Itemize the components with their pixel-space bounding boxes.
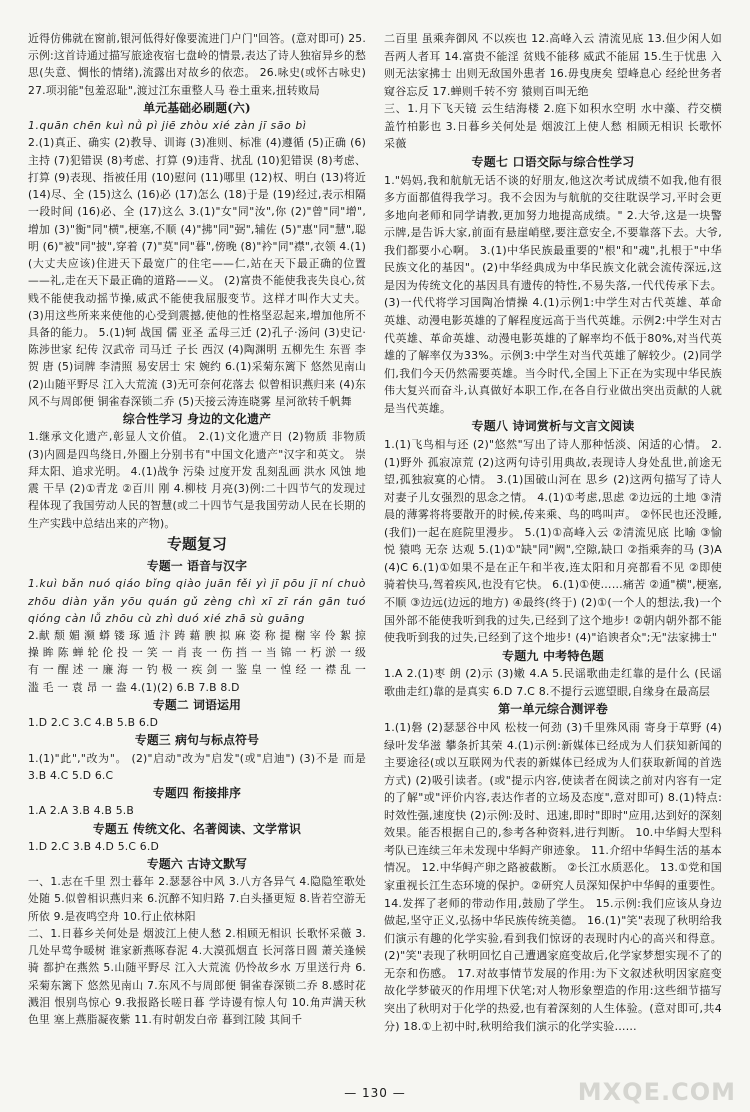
section-heading: 专题八 诗词赏析与文言文阅读 (471, 419, 635, 434)
section-heading: 专题四 衔接排序 (152, 786, 242, 801)
section-heading: 专题一 语音与汉字 (146, 559, 248, 574)
section-heading: 专题五 传统文化、名著阅读、文学常识 (92, 821, 302, 836)
answer-paragraph: 三、1.月下飞天镜 云生结海楼 2.庭下如积水空明 水中藻、荇交横 盖竹柏影也 3.日暮乡关何处是 烟波江上使人愁 相顾无相识 长歌怀采薇 (384, 102, 722, 151)
section-heading: 专题七 口语交际与综合性学习 (471, 154, 635, 169)
answer-paragraph: 1.A 2.(1)枣 朗 (2)示 (3)嫩 4.A 5.民谣歌曲走红靠的是什么 (民谣歌曲走红)靠的是真实 6.D 7.C 8.不提行云遮望眼,自缘身在最高层 (384, 667, 722, 698)
answer-paragraph: 1.D 2.C 3.C 4.B 5.B 6.D (28, 716, 159, 730)
answer-paragraph: 2.献 颓 媚 濒 蟒 镂 琢 遁 汴 踌 藉 腴 拟 麻 姿 称 提 榭 宰 伶 絮 掠 操 眸 陈 蝉 轮 伦 投 一 笑 一 肖 丧 一 伤 挡 一 当 锦 一 朽 淤 一 级 有 一 醒 述 一 廉 海 一 钓 极 一 疾 剑 一 鉴 皇 一 惶 经 一 襟 乱 一 滥 毛 一 袁 昂 一 盎 4.(1)(2) 6.B 7.B 8.D (28, 628, 366, 694)
section-heading: 专题二 词语运用 (152, 697, 242, 712)
chapter-heading: 专题复习 (167, 535, 227, 553)
section-heading: 综合性学习 身边的文化遗产 (122, 412, 272, 427)
answer-paragraph: 1.(1)磐 (2)瑟瑟谷中风 松枝一何劲 (3)千里殊风雨 寄身于草野 (4)绿叶发华滋 攀条折其荣 4.(1)示例:新媒体已经成为人们获知新闻的主要途径(或以互联网为代表的新媒体已经成为人们获取新闻的首选方式) (2)吸引读者。(或"提示内容,使读者在阅读之前对内容有一定的了解"或"评价内容,表达作者的立场及态度",意对即可) 8.(1)特点:时效性强,速度快 (2)示例:及时、迅速,即时"即时"应用,达到好的深刻效果。能否根据自己的,参考各种资料,进行判断。 10.中华鲟大型科考队已连续三年未发现中华鲟产卵迹象。 11.介绍中华鲟生活的基本情况。 12.中华鲟产卵之路被截断。 ②长江水质恶化。 13.①党和国家重视长江生态环境的保护。②研究人员深知保护中华鲟的重要性。 14.发挥了老师的带动作用,鼓励了学生。 15.示例:我们应该从身边做起,坚守正义,弘扬中华民族传统美德。 16.(1)"笑"表现了秋明给我们演示有趣的化学实验,看到我们惊讶的表现时内心的高兴和得意。 (2)"笑"表现了秋明回忆自己遭遇家庭变故后,化学家梦想实现不了的无奈和伤感。 17.对故事情节发展的作用:为下文叙述秋明因家庭变故化学梦破灭的作用埋下伏笔;对人物形象塑造的作用:这些细节描写突出了秋明对于化学的热爱,也有着深刻的人生体验。(意对即可,共4分) 18.①上初中时,秋明给我们演示的化学实验…… (384, 720, 722, 1033)
answer-paragraph: 2.(1)真正、确实 (2)教导、训诲 (3)准则、标准 (4)遵循 (5)正确 (6)主持 (7)犯错误 (8)考虑、打算 (9)违背、扰乱 (10)犯错误 (8)考虑、打算 (9)表现、指被任用 (10)慰问 (11)哪里 (12)权、明白 (13)将近 (14)尽、全 (15)这么 (16)必 (17)怎么 (18)于是 (19)经过,表示相隔一段时间 (16)必、全 (17)这么 3.(1)"女"同"汝",你 (2)"曾"同"增",增加 (3)"衡"同"横",梗塞,不顺 (4)"拂"同"弼",辅佐 (5)"惠"同"慧",聪明 (6)"被"同"披",穿着 (7)"莫"同"暮",傍晚 (8)"衿"同"襟",衣领 4.(1)(大丈夫应该)住进天下最宽广的住宅——仁,站在天下最正确的位置——礼,走在天下最正确的道路——义。 (2)富贵不能使我丧失良心,贫贱不能使我动摇节操,威武不能使我屈服变节。这样才叫作大丈夫。 (3)用这些所来来使他的心受到震撼,使他的性格坚忍起来,增加他所不具备的能力。 5.(1)轲 战国 儒 亚圣 孟母三迁 (2)孔子·汤问 (3)史记·陈涉世家 纪传 汉武帝 司马迁 子长 西汉 (4)陶渊明 五柳先生 东晋 李贺 唐 (5)词牌 李清照 易安居士 宋 婉约 6.(1)采菊东篱下 悠然见南山 (2)山随平野尽 江入大荒流 (3)无可奈何花落去 似曾相识燕归来 (4)东风不与周郎便 铜雀春深锁二乔 (5)天接云涛连晓雾 星河欲转千帆舞 (28, 136, 366, 408)
right-column (384, 30, 722, 1035)
answer-paragraph: 二百里 虽乘奔御风 不以疾也 12.高峰入云 清流见底 13.但少闲人如吾两人者耳 14.富贵不能淫 贫贱不能移 威武不能屈 15.生于忧患 入则无法家拂士 出则无敌国外患者 16.毋曳庚矣 望峰息心 经纶世务者 窥谷忘反 17.蝉则千转不穷 猿则百叫无绝 (384, 32, 722, 98)
pinyin-answers: 1.kuì bǎn nuó qiáo bǐng qiào juān fěi yì jī pōu jī ní chuò zhōu diàn yǎn yōu quán gǔ zèng chì xī zī rán gān tuó qióng càn lǚ zhōu cù zhì duó xié zhā sù guāng (28, 577, 366, 625)
page-number: — 130 — (344, 1086, 406, 1100)
answer-paragraph: 二、1.日暮乡关何处是 烟波江上使人愁 2.相顾无相识 长歌怀采薇 3.几处早莺争暖树 谁家新燕啄春泥 4.大漠孤烟直 长河落日圆 萧关逢候骑 都护在燕然 5.山随平野尽 江入大荒流 仍怜故乡水 万里送行舟 6.采菊东篱下 悠然见南山 7.东风不与周郎便 铜雀春深锁二乔 8.感时花溅泪 恨别鸟惊心 9.我报路长嗟日暮 学诗谩有惊人句 10.角声满天秋色里 塞上燕脂凝夜紫 11.有时朝发白帝 暮到江陵 其间千 (28, 926, 366, 1027)
answer-paragraph: 1."妈妈,我和航航无话不谈的好朋友,他这次考试成绩不如我,他有很多方面都值得我学习。我不会因为与航航的交往耽误学习,平时会更多地向老师和同学请教,更加努力地提高成绩。" 2.大爷,这是一块警示牌,是告诉大家,前面有悬崖峭壁,要注意安全,不要靠落下去。大爷,我们都要小心啊。 3.(1)中华民族最重要的"根"和"魂",扎根于"中华民族文化的基因"。(2)中华经典成为中华民族文化就会流传深远,这是因为传统文化的基因具有遗传的特性,不易失落,一代代传承下去。(3)一代代将学习国陶冶情操 4.(1)示例1:中学生对古代英雄、革命英雄、动漫电影英雄的了解程度远高于当代英雄。示例2:中学生对古代英雄、革命英雄、动漫电影英雄的了解率均不低于80%,对当代英雄的了解率仅为33%。示例3:中学生对当代英雄了解较少。(2)同学们,我们今天仍然需要英雄。当今时代,全国上下正在为实现中华民族伟大复兴而奋斗,认真做好本职工作,在各自行业做出突出贡献的人就是当代英雄。 (384, 173, 722, 415)
section-heading: 专题九 中考特色题 (502, 648, 604, 663)
section-heading: 单元基础必刷题(六) (143, 100, 251, 115)
answer-paragraph: 一、1.志在千里 烈士暮年 2.瑟瑟谷中风 3.八方各异气 4.隐隐笙歌处处随 5.似曾相识燕归来 6.沉醉不知归路 7.白头搔更短 8.皆若空游无所依 9.是夜鸣空舟 10.行止依林阳 (28, 875, 366, 923)
answer-paragraph: 近得仿佛就在窗前,银河低得好像要流进门户门"回答。(意对即可) 25.示例:这首诗通过描写旅途夜宿七盘岭的情景,表达了诗人独宿异乡的愁思(失意、惆怅的情绪),流露出对故乡的依恋。 26.咏史(或怀古咏史) 27.项羽能"包羞忍耻",渡过江东重整人马 卷土重来,扭转败局 (28, 32, 366, 97)
answer-paragraph: 1.(1)飞鸟相与还 (2)"悠然"写出了诗人那种恬淡、闲适的心情。 2.(1)野外 孤寂凉荒 (2)这两句诗引用典故,表现诗人身处乱世,前途无望,孤独寂寞的心情。 3.(1)国破山河在 思乡 (2)这两句描写了诗人对妻子儿女强烈的思念之情。 4.(1)①考虑,思虑 ②边远的土地 ③清晨的薄雾将将要散开的时候,传来乘、鸟的鸣叫声。 ②怀民也还没睡,(我们)一起在庭院里漫步。 5.(1)①高峰入云 ②清流见底 比喻 ③愉悦 猿鸣 无奈 达观 5.(1)①"缺"同"阙",空隙,缺口 ②指乘奔的马 (3)A (4)C 6.(1)①如果不是在正午和半夜,连太阳和月亮都看不见 ②即使骑着快马,驾着疾风,也没有它快。 6.(1)①使……痛苦 ②通"横",梗塞,不顺 ③边远(边远的地方) ④最终(终于) (2)①(一个人的想法,我)一个国外部不能使我听到我的过失,已经到了这个地步! ②朝内朝外都不能使我听到我的过失,已经到了这个地步! (4)"谄谀者众";无"法家拂士" (384, 437, 722, 645)
watermark-logo: MXQE.COM (577, 1078, 736, 1106)
answer-paragraph: 1.A 2.A 3.B 4.B 5.B (28, 804, 135, 818)
answer-paragraph: 1.继承文化遗产,彰显人文价值。 2.(1)文化遗产日 (2)物质 非物质 (3)内圆是四鸟绕日,外圈上分别书有"中国文化遗产"汉字和英文。 崇拜太阳、追求光明。 4.(1)战争 污染 过度开发 乱刻乱画 洪水 风蚀 地震 干旱 (2)①青龙 ②百川 刚 4.柳枝 月亮(3)例:二十四节气的发现过程体现了我国劳动人民的智慧(或二十四节气是我国劳动人民在长期的生产实践中总结出来的产物)。 (28, 430, 366, 530)
section-heading: 第一单元综合测评卷 (498, 702, 608, 717)
answer-paragraph: 1.(1)"此","改为"。 (2)"启动"改为"启发"(或"启迪") (3)不是 而是 3.B 4.C 5.D 6.C (28, 751, 366, 782)
left-column (28, 30, 366, 1028)
section-heading: 专题三 病句与标点符号 (134, 733, 260, 748)
pinyin-answers: 1.quān chēn kuì nǜ pì jiē zhòu xié zàn jī sāo bì (28, 119, 307, 133)
answer-paragraph: 1.D 2.C 3.B 4.D 5.C 6.D (28, 839, 159, 853)
section-heading: 专题六 古诗文默写 (146, 857, 248, 872)
